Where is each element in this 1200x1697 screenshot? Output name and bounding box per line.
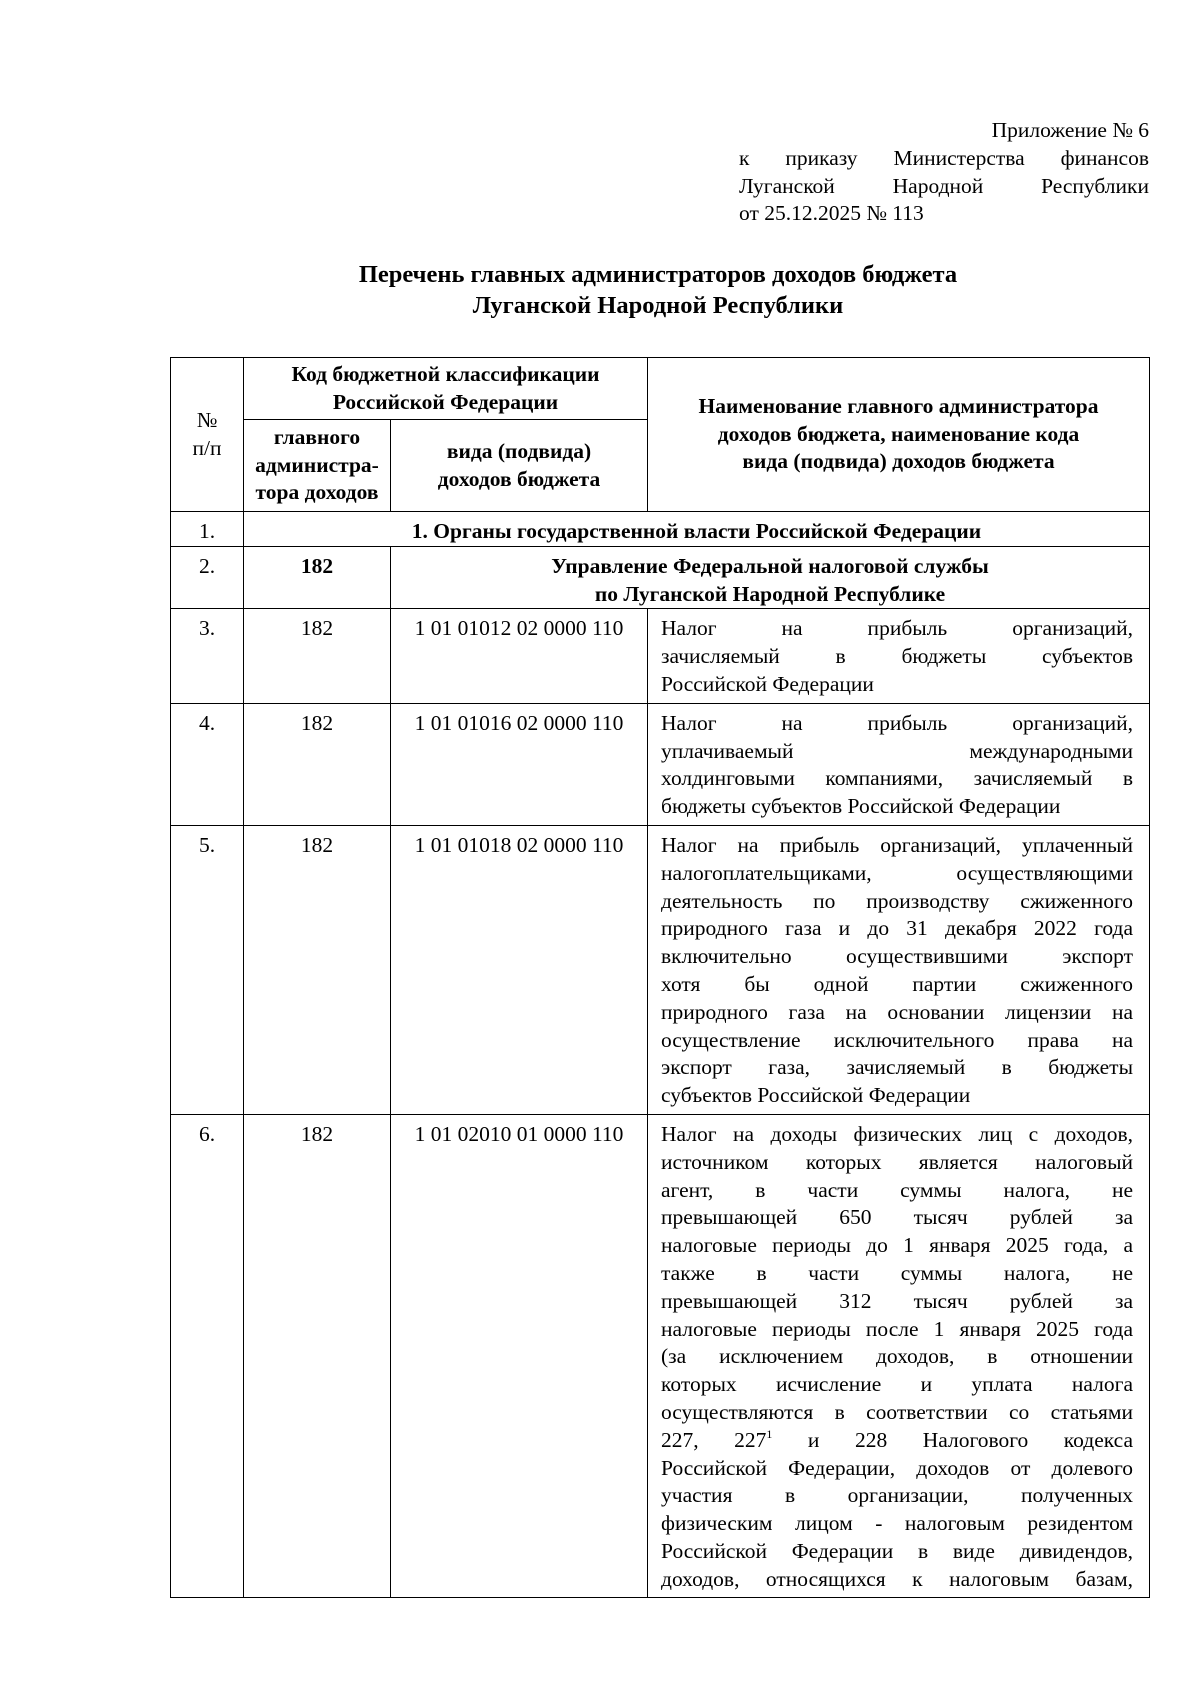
- header-num-sign: №: [196, 407, 218, 432]
- header-name: [648, 358, 1150, 512]
- section-title: 1. Органы государственной власти Российской Федерации: [244, 512, 1150, 547]
- desc-line: участия в организации, полученных: [661, 1483, 1134, 1508]
- income-description: [648, 1114, 1150, 1598]
- row-number: 5.: [171, 825, 244, 1114]
- header-admin-line-2: администра-: [255, 452, 379, 477]
- row-number: 6.: [171, 1114, 244, 1598]
- desc-line: Налог на прибыль организаций,: [661, 616, 1134, 641]
- appendix-block: [739, 117, 1149, 228]
- desc-line: субъектов Российской Федерации: [661, 1083, 971, 1108]
- superscript: 1: [766, 1426, 773, 1441]
- kbk-code: 1 01 01016 02 0000 110: [391, 703, 648, 825]
- admin-code: 182: [244, 825, 391, 1114]
- header-admin-line-1: главного: [273, 424, 361, 449]
- admin-code: 182: [244, 1114, 391, 1598]
- header-admin-line-3: тора доходов: [255, 480, 379, 505]
- desc-line: деятельность по производству сжиженного: [661, 888, 1134, 913]
- desc-line: превышающей 312 тысяч рублей за: [661, 1288, 1134, 1313]
- row-number: 4.: [171, 703, 244, 825]
- title-line-1: Перечень главных администраторов доходов бюджета: [358, 261, 958, 288]
- desc-line: природного газа на основании лицензии на: [661, 999, 1134, 1024]
- appendix-republic: Луганской Народной Республики: [739, 173, 1149, 198]
- desc-line: Налог на прибыль организаций, уплаченный: [661, 832, 1134, 857]
- header-row-1: [171, 358, 1150, 420]
- desc-line: Российской Федерации: [661, 671, 874, 696]
- desc-line: превышающей 650 тысяч рублей за: [661, 1205, 1134, 1230]
- appendix-date: от 25.12.2025 № 113: [739, 201, 924, 226]
- desc-line: которых исчисление и уплата налога: [661, 1372, 1134, 1397]
- header-kbk-line-1: Код бюджетной классификации: [291, 361, 600, 386]
- table-row: [171, 1114, 1150, 1598]
- income-description: [648, 609, 1150, 703]
- desc-line: хотя бы одной партии сжиженного: [661, 971, 1134, 996]
- desc-line: также в части суммы налога, не: [661, 1260, 1134, 1285]
- desc-line: физическим лицом - налоговым резидентом: [661, 1511, 1134, 1536]
- desc-line: уплачиваемый международными: [661, 738, 1134, 763]
- header-name-line-2: доходов бюджета, наименование кода: [717, 421, 1080, 446]
- desc-line: налогоплательщиками, осуществляющими: [661, 860, 1134, 885]
- administrators-table: [170, 357, 1150, 1598]
- income-description: [648, 703, 1150, 825]
- kbk-code: 1 01 01018 02 0000 110: [391, 825, 648, 1114]
- desc-line: осуществляются в соответствии со статьями: [661, 1399, 1134, 1424]
- header-name-line-1: Наименование главного администратора: [698, 393, 1099, 418]
- kbk-code: 1 01 01012 02 0000 110: [391, 609, 648, 703]
- header-income-type: [391, 420, 648, 512]
- header-kbk-group: [244, 358, 648, 420]
- header-admin-code: [244, 420, 391, 512]
- desc-line: Российской Федерации в виде дивидендов,: [661, 1538, 1134, 1563]
- desc-line: Российской Федерации, доходов от долевого: [661, 1455, 1134, 1480]
- desc-line: доходов, относящихся к налоговым базам,: [661, 1566, 1134, 1591]
- income-description: [648, 825, 1150, 1114]
- header-num: [171, 358, 244, 512]
- desc-line: налоговые периоды после 1 января 2025 года: [661, 1316, 1134, 1341]
- header-income-line-2: доходов бюджета: [437, 466, 601, 491]
- admin-code: 182: [244, 703, 391, 825]
- desc-line: Налог на прибыль организаций,: [661, 710, 1134, 735]
- desc-line-227: [661, 1427, 1133, 1455]
- admin-name-line-2: по Луганской Народной Республике: [594, 581, 946, 606]
- desc-line: экспорт газа, зачисляемый в бюджеты: [661, 1055, 1134, 1080]
- row-number: 2.: [171, 546, 244, 609]
- section-row: [171, 512, 1150, 547]
- header-name-line-3: вида (подвида) доходов бюджета: [742, 449, 1055, 474]
- desc-line: бюджеты субъектов Российской Федерации: [661, 794, 1061, 819]
- table-row: [171, 609, 1150, 703]
- admin-row: [171, 546, 1150, 609]
- desc-fragment: 227, 227: [661, 1427, 767, 1452]
- desc-line: налоговые периоды до 1 января 2025 года, а: [661, 1233, 1134, 1258]
- admin-name: [391, 546, 1150, 609]
- header-num-pp: п/п: [192, 435, 222, 460]
- table-row: [171, 825, 1150, 1114]
- desc-line: зачисляемый в бюджеты субъектов: [661, 644, 1134, 669]
- title-line-2: Луганской Народной Республики: [472, 292, 844, 319]
- row-number: 1.: [171, 512, 244, 547]
- desc-line: включительно осуществившими экспорт: [661, 944, 1134, 969]
- appendix-number: Приложение № 6: [991, 118, 1149, 142]
- admin-code: 182: [244, 609, 391, 703]
- desc-fragment: и 228 Налогового кодекса: [772, 1427, 1134, 1452]
- page-title: [170, 259, 1146, 321]
- admin-code: 182: [244, 546, 391, 609]
- desc-line: (за исключением доходов, в отношении: [661, 1344, 1134, 1369]
- admin-name-line-1: Управление Федеральной налоговой службы: [551, 553, 989, 578]
- desc-line: холдинговыми компаниями, зачисляемый в: [661, 766, 1134, 791]
- header-income-line-1: вида (подвида): [446, 438, 592, 463]
- desc-line: источником которых является налоговый: [661, 1149, 1134, 1174]
- kbk-code: 1 01 02010 01 0000 110: [391, 1114, 648, 1598]
- desc-line: Налог на доходы физических лиц с доходов,: [661, 1121, 1134, 1146]
- row-number: 3.: [171, 609, 244, 703]
- header-kbk-line-2: Российской Федерации: [332, 389, 559, 414]
- table-row: [171, 703, 1150, 825]
- desc-line: природного газа и до 31 декабря 2022 года: [661, 916, 1134, 941]
- desc-line: агент, в части суммы налога, не: [661, 1177, 1134, 1202]
- appendix-order-ref: к приказу Министерства финансов: [739, 145, 1149, 170]
- desc-line: осуществление исключительного права на: [661, 1027, 1134, 1052]
